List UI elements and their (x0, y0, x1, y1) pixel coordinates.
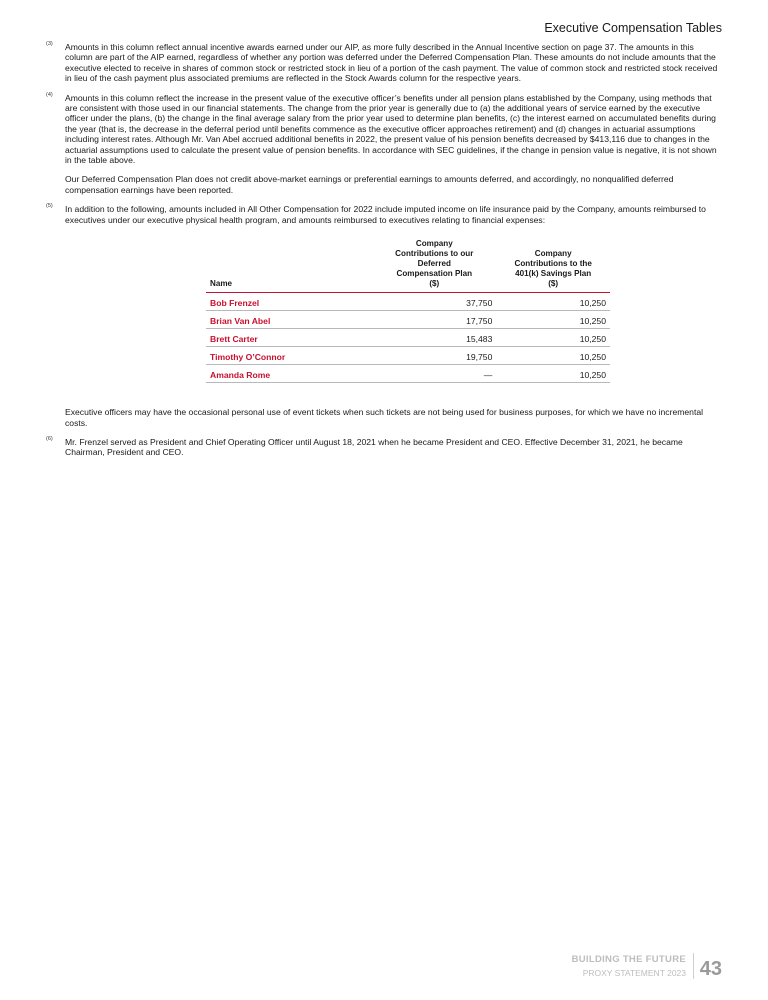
footnote-5 (46, 204, 722, 225)
header-line: 401(k) Savings Plan (515, 269, 592, 279)
table-row (206, 347, 610, 365)
row-name: Amanda Rome (206, 365, 372, 383)
table-row (206, 293, 610, 311)
page-header-title: Executive Compensation Tables (544, 21, 722, 35)
row-deferred-value: 15,483 (372, 329, 496, 347)
row-deferred-value: 37,750 (372, 293, 496, 311)
footnote-text: Amounts in this column reflect the increase in the present value of the executive officer’s benefits under all pension plans established by the Company, using methods that are consistent with those used in our financial statements. The change from the prior year is generally due to (a) the additional years of service earned by the executive officer under the plans, (b) the change in the final average salary from the prior year used to determine plan benefits, (c) the interest earned on accumulated benefits during the year (that is, the decrease in the deferral period until benefits commence as the executive officer approaches retirement) and (d) changes in actuarial assumptions including interest rates. Although Mr. Van Abel accrued additional benefits in 2022, the present value of his pension benefits decreased by $413,116 due to changes in the actuarial assumptions used to calculate the present value of pension benefits. In accordance with SEC guidelines, if the change in pension value is negative, it is not shown in the table above. (65, 92, 717, 166)
header-line: ($) (548, 279, 559, 289)
row-name: Bob Frenzel (206, 293, 372, 311)
header-name: Name (206, 239, 372, 293)
table-row (206, 311, 610, 329)
row-name: Timothy O’Connor (206, 347, 372, 365)
footnote-text: Mr. Frenzel served as President and Chief Operating Officer until August 18, 2021 when he became President and CEO. Effective December 31, 2021, he became Chairman, President and CEO. (65, 436, 683, 458)
header-line: Contributions to the (514, 259, 592, 269)
footnote-6 (46, 437, 722, 458)
footer-divider (693, 953, 694, 979)
header-deferred-comp (372, 239, 496, 293)
footnote-marker: (4) (46, 91, 53, 98)
other-compensation-table (206, 239, 610, 383)
footnotes-section (46, 42, 722, 467)
header-line: Contributions to our (395, 249, 474, 259)
row-savings-value: 10,250 (496, 347, 610, 365)
table-row (206, 365, 610, 383)
table-header-row (206, 239, 610, 293)
footnote-4 (46, 93, 722, 166)
row-savings-value: 10,250 (496, 365, 610, 383)
row-savings-value: 10,250 (496, 311, 610, 329)
header-line: ($) (429, 279, 440, 289)
header-line: Deferred (417, 259, 451, 269)
row-deferred-value: — (372, 365, 496, 383)
footnote-text: Amounts in this column reflect annual incentive awards earned under our AIP, as more fully described in the Annual Incentive section on page 37. The amounts in this column are part of the AIP earned, regardless of whether any portion was deferred under the Deferred Compensation Plan. These amounts do not include amounts that the executive elected to receive in shares of common stock or restricted stock in lieu of a portion of the cash payment. The value of common stock and restricted stock received in lieu of the cash payment plus associated premiums are reflected in the Stock Awards column for the respective years. (65, 42, 718, 84)
footnote-text: In addition to the following, amounts included in All Other Compensation for 2022 include imputed income on life insurance paid by the Company, amounts reimbursed to executives under our executive physical health program, and amounts reimbursed to executives relating to financial expenses: (65, 204, 706, 225)
row-deferred-value: 17,750 (372, 311, 496, 329)
header-line: Company (534, 249, 572, 259)
footnote-marker: (3) (46, 41, 53, 47)
table-row (206, 329, 610, 347)
footnote-4-paragraph: Our Deferred Compensation Plan does not credit above-market earnings or preferential earnings to amounts deferred, and accordingly, no nonqualified deferred compensation earnings have been reported. (65, 174, 674, 195)
footer-brand: BUILDING THE FUTURE (571, 954, 686, 965)
footer-subtitle: PROXY STATEMENT 2023 (582, 968, 686, 978)
header-line: Company (415, 239, 453, 249)
row-savings-value: 10,250 (496, 329, 610, 347)
footnote-5-after-paragraph: Executive officers may have the occasional personal use of event tickets when such tickets are not being used for business purposes, for which we have no incremental costs. (65, 407, 704, 428)
header-401k-savings (496, 239, 610, 293)
page-number: 43 (699, 958, 722, 980)
footnote-3 (46, 42, 722, 84)
row-deferred-value: 19,750 (372, 347, 496, 365)
footnote-marker: (6) (46, 435, 53, 442)
row-name: Brian Van Abel (206, 311, 372, 329)
row-savings-value: 10,250 (496, 293, 610, 311)
footnote-marker: (5) (46, 203, 53, 210)
row-name: Brett Carter (206, 329, 372, 347)
header-line: Compensation Plan (396, 269, 473, 279)
